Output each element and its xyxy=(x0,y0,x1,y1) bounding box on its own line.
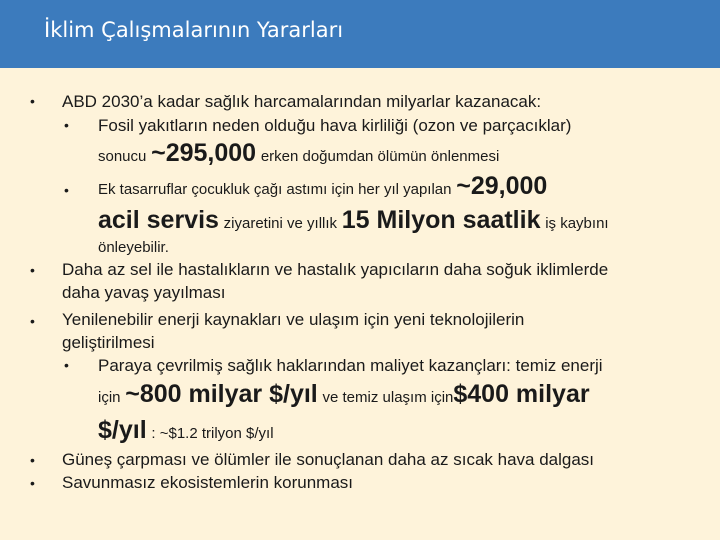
para-text-c: ve temiz ulaşım için xyxy=(322,389,454,406)
bullet-marker: • xyxy=(30,475,35,491)
ek-number: ~29,000 xyxy=(456,172,548,200)
bullet-sel-line1: Daha az sel ile hastalıkların ve hastalık yapıcıların daha soğuk iklimlerde xyxy=(62,260,609,279)
slide-title: İklim Çalışmalarının Yararları xyxy=(44,18,344,42)
ek-text-d: iş kaybını xyxy=(545,215,609,232)
sub-bullet-fosil-line1: Fosil yakıtların neden olduğu hava kirliliği (ozon ve parçacıklar) xyxy=(98,116,572,135)
sub-bullet-ek-line3: önleyebilir. xyxy=(98,239,169,256)
fosil-number: ~295,000 xyxy=(151,139,257,167)
sub-bullet-ek-line1 xyxy=(98,172,547,201)
sub-bullet-ek-line2 xyxy=(98,206,609,235)
ek-acil-servis: acil servis xyxy=(98,206,219,234)
ek-text-a: Ek tasarruflar çocukluk çağı astımı için her yıl yapılan xyxy=(98,181,452,198)
bullet-marker: • xyxy=(30,452,35,468)
bullet-abd: ABD 2030’a kadar sağlık harcamalarından milyarlar kazanacak: xyxy=(62,92,542,111)
para-800: ~800 milyar $/yıl xyxy=(125,380,318,408)
fosil-text-a: sonucu xyxy=(98,148,147,165)
ek-text-b: ziyaretini ve yıllık xyxy=(223,215,338,232)
bullet-gunes: Güneş çarpması ve ölümler ile sonuçlanan daha az sıcak hava dalgası xyxy=(62,450,595,469)
bullet-marker: • xyxy=(30,93,35,109)
bullet-marker: • xyxy=(30,313,35,329)
sub-bullet-para-line1: Paraya çevrilmiş sağlık haklarından maliyet kazançları: temiz enerji xyxy=(98,356,603,375)
sub-bullet-marker: • xyxy=(64,182,69,198)
sub-bullet-marker: • xyxy=(64,357,69,373)
bullet-savunmasiz: Savunmasız ekosistemlerin korunması xyxy=(62,473,354,492)
bullet-marker: • xyxy=(30,262,35,278)
title-bar xyxy=(0,0,720,68)
para-trilyon: : ~$1.2 trilyon $/yıl xyxy=(151,425,274,442)
sub-bullet-para-line2 xyxy=(98,380,590,409)
fosil-text-c: erken doğumdan ölümün önlenmesi xyxy=(260,148,500,165)
sub-bullet-para-line3 xyxy=(98,416,274,445)
para-text-a: için xyxy=(98,389,121,406)
bullet-sel-line2: daha yavaş yayılması xyxy=(62,283,226,302)
bullet-yenilenebilir-line1: Yenilenebilir enerji kaynakları ve ulaşım için yeni teknolojilerin xyxy=(62,310,525,329)
sub-bullet-marker: • xyxy=(64,117,69,133)
bullet-yenilenebilir-line2: geliştirilmesi xyxy=(62,333,155,352)
sub-bullet-fosil-line2 xyxy=(98,139,499,168)
ek-saatlik: 15 Milyon saatlik xyxy=(341,206,541,234)
para-400: $400 milyar xyxy=(453,380,590,408)
para-per-year: $/yıl xyxy=(98,416,147,444)
